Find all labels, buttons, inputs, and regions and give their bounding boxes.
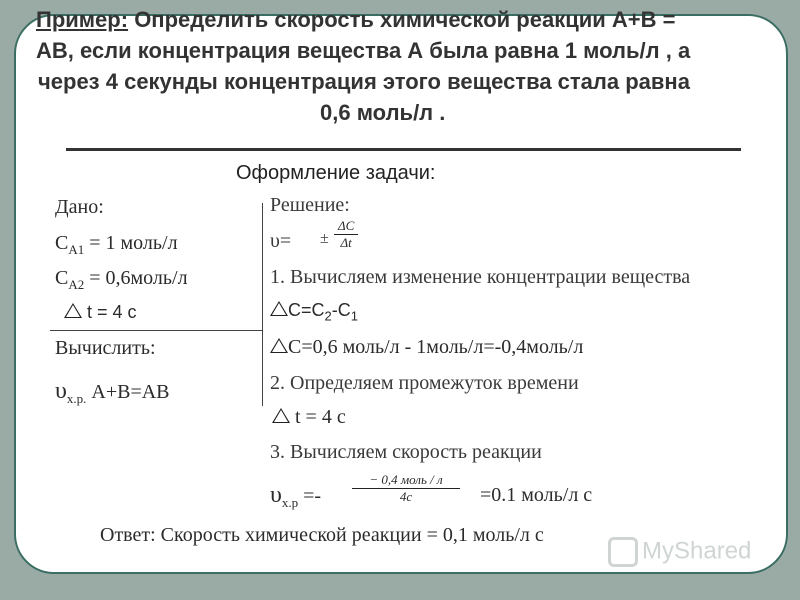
given-find-divider	[50, 330, 262, 331]
delta-c-definition: $C=C_2-C_1$	[270, 300, 358, 324]
time-interval: t = 4 с	[272, 406, 346, 429]
given-c1: $C_{А1} = 1$ моль/л	[55, 232, 178, 257]
delta-icon	[272, 408, 290, 423]
title-line-2: АВ, если концентрация вещества А была равна 1 моль/л , а	[36, 38, 691, 63]
solution-heading: Решение:	[270, 194, 350, 216]
rate-result-fraction	[352, 472, 460, 505]
title-line-3: через 4 секунды концентрация этого вещества стала равна	[38, 69, 690, 94]
rate-formula-fraction	[334, 218, 358, 251]
delta-icon	[64, 303, 82, 318]
fraction-denominator: Δt	[340, 235, 352, 250]
delta-icon	[270, 301, 288, 316]
find-expression: $\upsilon_{х.р.}$ А+В=АВ	[55, 378, 170, 406]
given-c2: $C_{А2}$ = 0,6моль/л	[55, 267, 188, 292]
result-denominator: 4с	[399, 489, 413, 504]
given-dt: t = 4 с	[64, 302, 137, 323]
given-solution-divider	[262, 203, 263, 406]
rate-formula-pm: ±	[320, 230, 329, 247]
given-heading: Дано:	[55, 196, 104, 218]
result-numerator: − 0,4 моль / л	[352, 472, 460, 489]
example-label: Пример:	[36, 7, 129, 32]
watermark-icon	[608, 537, 638, 567]
watermark-logo: MyShared	[608, 537, 751, 567]
fraction-numerator: ΔC	[334, 218, 358, 235]
rate-formula-lhs: υ=	[270, 230, 292, 252]
subheading: Оформление задачи:	[236, 162, 436, 184]
title-line-4: 0,6 моль/л .	[320, 100, 446, 125]
delta-icon	[270, 338, 288, 353]
delta-c-calculation: C=0,6 моль/л - 1моль/л=-0,4моль/л	[270, 336, 583, 359]
step-3: 3. Вычисляем скорость реакции	[270, 441, 542, 463]
rate-result-lhs: $\upsilon_{х.р}$ =-	[270, 482, 322, 510]
step-1: 1. Вычисляем изменение концентрации вещества	[270, 266, 691, 288]
find-heading: Вычислить:	[55, 337, 156, 359]
step-2: 2. Определяем промежуток времени	[270, 372, 579, 394]
answer: Ответ: Скорость химической реакции = 0,1 моль/л с	[100, 524, 544, 546]
rate-result-value: =0.1 моль/л с	[480, 484, 593, 506]
title-divider	[66, 148, 741, 151]
title-line-1: Определить скорость химической реакции А+В =	[134, 7, 676, 32]
